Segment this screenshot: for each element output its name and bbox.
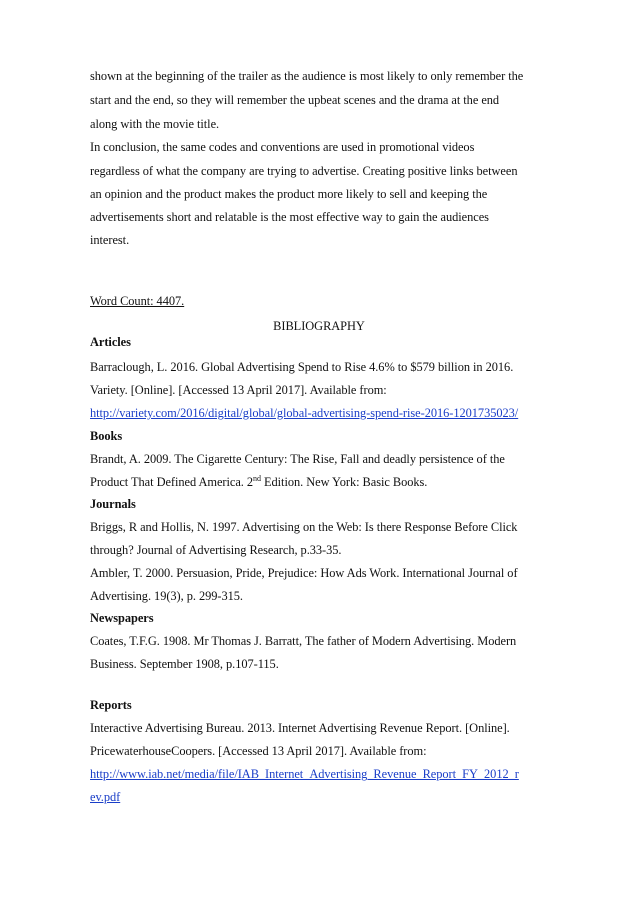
reference-line: PricewaterhouseCoopers. [Accessed 13 April 2017]. Available from: xyxy=(90,744,427,758)
word-count: Word Count: 4407. xyxy=(90,294,185,308)
reference-line: Advertising. 19(3), p. 299-315. xyxy=(90,589,243,603)
section-heading-books: Books xyxy=(90,429,123,443)
body-text-line: interest. xyxy=(90,233,130,247)
reference-text: Product That Defined America. 2 xyxy=(90,475,254,489)
section-heading-articles: Articles xyxy=(90,335,131,349)
body-text-line: start and the end, so they will remember the upbeat scenes and the drama at the end xyxy=(90,93,500,107)
reference-line: Ambler, T. 2000. Persuasion, Pride, Prejudice: How Ads Work. International Journal of xyxy=(90,566,518,580)
reference-line: Barraclough, L. 2016. Global Advertising Spend to Rise 4.6% to $579 billion in 2016. xyxy=(90,360,514,374)
reference-line: Briggs, R and Hollis, N. 1997. Advertising on the Web: Is there Response Before Click xyxy=(90,520,518,534)
reference-line: Coates, T.F.G. 1908. Mr Thomas J. Barratt, The father of Modern Advertising. Modern xyxy=(90,634,517,648)
reference-link[interactable]: http://www.iab.net/media/file/IAB_Internet_Advertising_Revenue_Report_FY_2012_r xyxy=(90,767,519,781)
reference-line: Variety. [Online]. [Accessed 13 April 2017]. Available from: xyxy=(90,383,387,397)
section-heading-reports: Reports xyxy=(90,698,132,712)
section-heading-journals: Journals xyxy=(90,497,136,511)
body-text-line: an opinion and the product makes the product more likely to sell and keeping the xyxy=(90,187,488,201)
body-text-line: advertisements short and relatable is the most effective way to gain the audiences xyxy=(90,210,489,224)
superscript: nd xyxy=(253,473,261,483)
reference-line xyxy=(90,474,427,490)
reference-line: Brandt, A. 2009. The Cigarette Century: The Rise, Fall and deadly persistence of the xyxy=(90,452,505,466)
section-heading-newspapers: Newspapers xyxy=(90,611,154,625)
reference-line: through? Journal of Advertising Research, p.33-35. xyxy=(90,543,342,557)
reference-line: Interactive Advertising Bureau. 2013. Internet Advertising Revenue Report. [Online]. xyxy=(90,721,510,735)
reference-text: Edition. New York: Basic Books. xyxy=(260,475,428,489)
bibliography-title: BIBLIOGRAPHY xyxy=(273,319,365,333)
body-text-line: along with the movie title. xyxy=(90,117,220,131)
body-text-line: shown at the beginning of the trailer as the audience is most likely to only remember the xyxy=(90,69,524,83)
reference-link[interactable]: http://variety.com/2016/digital/global/global-advertising-spend-rise-2016-1201735023/ xyxy=(90,406,519,420)
reference-link[interactable]: ev.pdf xyxy=(90,790,121,804)
reference-line: Business. September 1908, p.107-115. xyxy=(90,657,279,671)
body-text-line: In conclusion, the same codes and conventions are used in promotional videos xyxy=(90,140,475,154)
body-text-line: regardless of what the company are trying to advertise. Creating positive links between xyxy=(90,164,518,178)
